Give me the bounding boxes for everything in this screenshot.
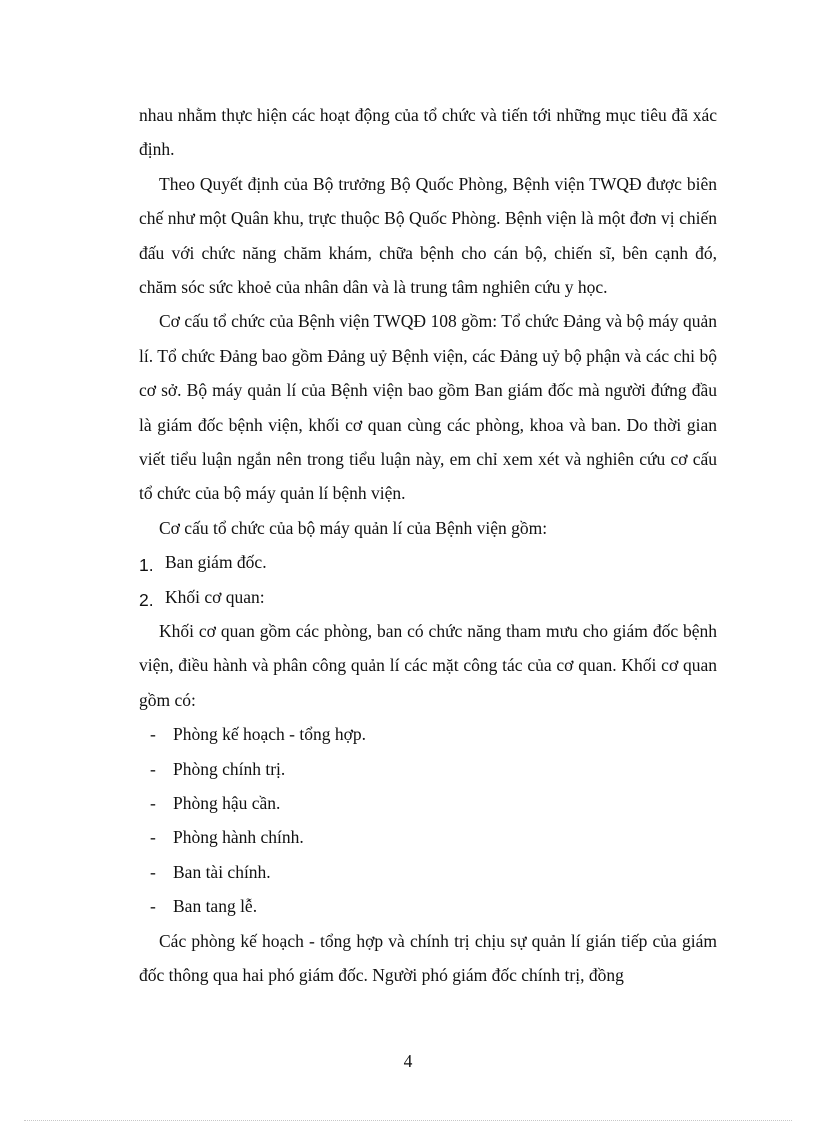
paragraph-structure: Cơ cấu tổ chức của Bệnh viện TWQĐ 108 gồm: Tổ chức Đảng và bộ máy quản lí. Tổ chức Đảng bao gồm Đảng uỷ Bệnh viện, các Đảng uỷ bộ phận và các chi bộ cơ sở. Bộ máy quản lí của Bệnh viện bao gồm Ban giám đốc mà người đứng đầu là giám đốc bệnh viện, khối cơ quan cùng các phòng, khoa và ban. Do thời gian viết tiểu luận ngắn nên trong tiểu luận này, em chỉ xem xét và nghiên cứu cơ cấu tổ chức của bộ máy quản lí bệnh viện.	[139, 311, 717, 504]
list-item-text: Ban tang lễ.	[173, 896, 258, 917]
body-text	[139, 98, 717, 992]
paragraph-management-intro: Cơ cấu tổ chức của bộ máy quản lí của Bệnh viện gồm:	[159, 517, 548, 538]
list-item	[139, 820, 717, 854]
page-bottom-divider	[24, 1120, 792, 1121]
numbered-item-marker: 2.	[139, 589, 154, 610]
numbered-item-agencies	[139, 580, 717, 614]
bullet-dash: -	[150, 827, 156, 848]
list-item-text: Phòng chính trị.	[173, 758, 286, 779]
list-item	[139, 855, 717, 889]
list-item-text: Phòng hậu cần.	[173, 793, 281, 814]
numbered-item-text: Khối cơ quan:	[165, 586, 265, 607]
paragraph-decision: Theo Quyết định của Bộ trưởng Bộ Quốc Phòng, Bệnh viện TWQĐ được biên chế như một Quân khu, trực thuộc Bộ Quốc Phòng. Bệnh viện là một đơn vị chiến đấu với chức năng chăm khám, chữa bệnh cho cán bộ, chiến sĩ, bên cạnh đó, chăm sóc sức khoẻ của nhân dân và là trung tâm nghiên cứu y học.	[139, 173, 717, 298]
list-item	[139, 786, 717, 820]
list-item-text: Phòng kế hoạch - tổng hợp.	[173, 724, 366, 745]
numbered-item-marker: 1.	[139, 555, 154, 576]
list-item-text: Ban tài chính.	[173, 861, 271, 882]
page-number: 4	[403, 1051, 413, 1071]
list-item	[139, 717, 717, 751]
bullet-dash: -	[150, 896, 156, 917]
paragraph-indirect-management: Các phòng kế hoạch - tổng hợp và chính trị chịu sự quản lí gián tiếp của giám đốc thông qua hai phó giám đốc. Người phó giám đốc chính trị, đồng	[139, 930, 717, 986]
paragraph-continuation: nhau nhằm thực hiện các hoạt động của tổ chức và tiến tới những mục tiêu đã xác định.	[139, 105, 717, 160]
numbered-item-board	[139, 545, 717, 579]
bullet-dash: -	[150, 793, 156, 814]
list-item	[139, 889, 717, 923]
list-item-text: Phòng hành chính.	[173, 827, 304, 848]
bullet-dash: -	[150, 758, 156, 779]
paragraph-agencies: Khối cơ quan gồm các phòng, ban có chức năng tham mưu cho giám đốc bệnh viện, điều hành và phân công quản lí các mặt công tác của cơ quan. Khối cơ quan gồm có:	[139, 621, 717, 710]
bullet-dash: -	[150, 724, 156, 745]
numbered-item-text: Ban giám đốc.	[165, 552, 267, 573]
bullet-dash: -	[150, 861, 156, 882]
list-item	[139, 752, 717, 786]
